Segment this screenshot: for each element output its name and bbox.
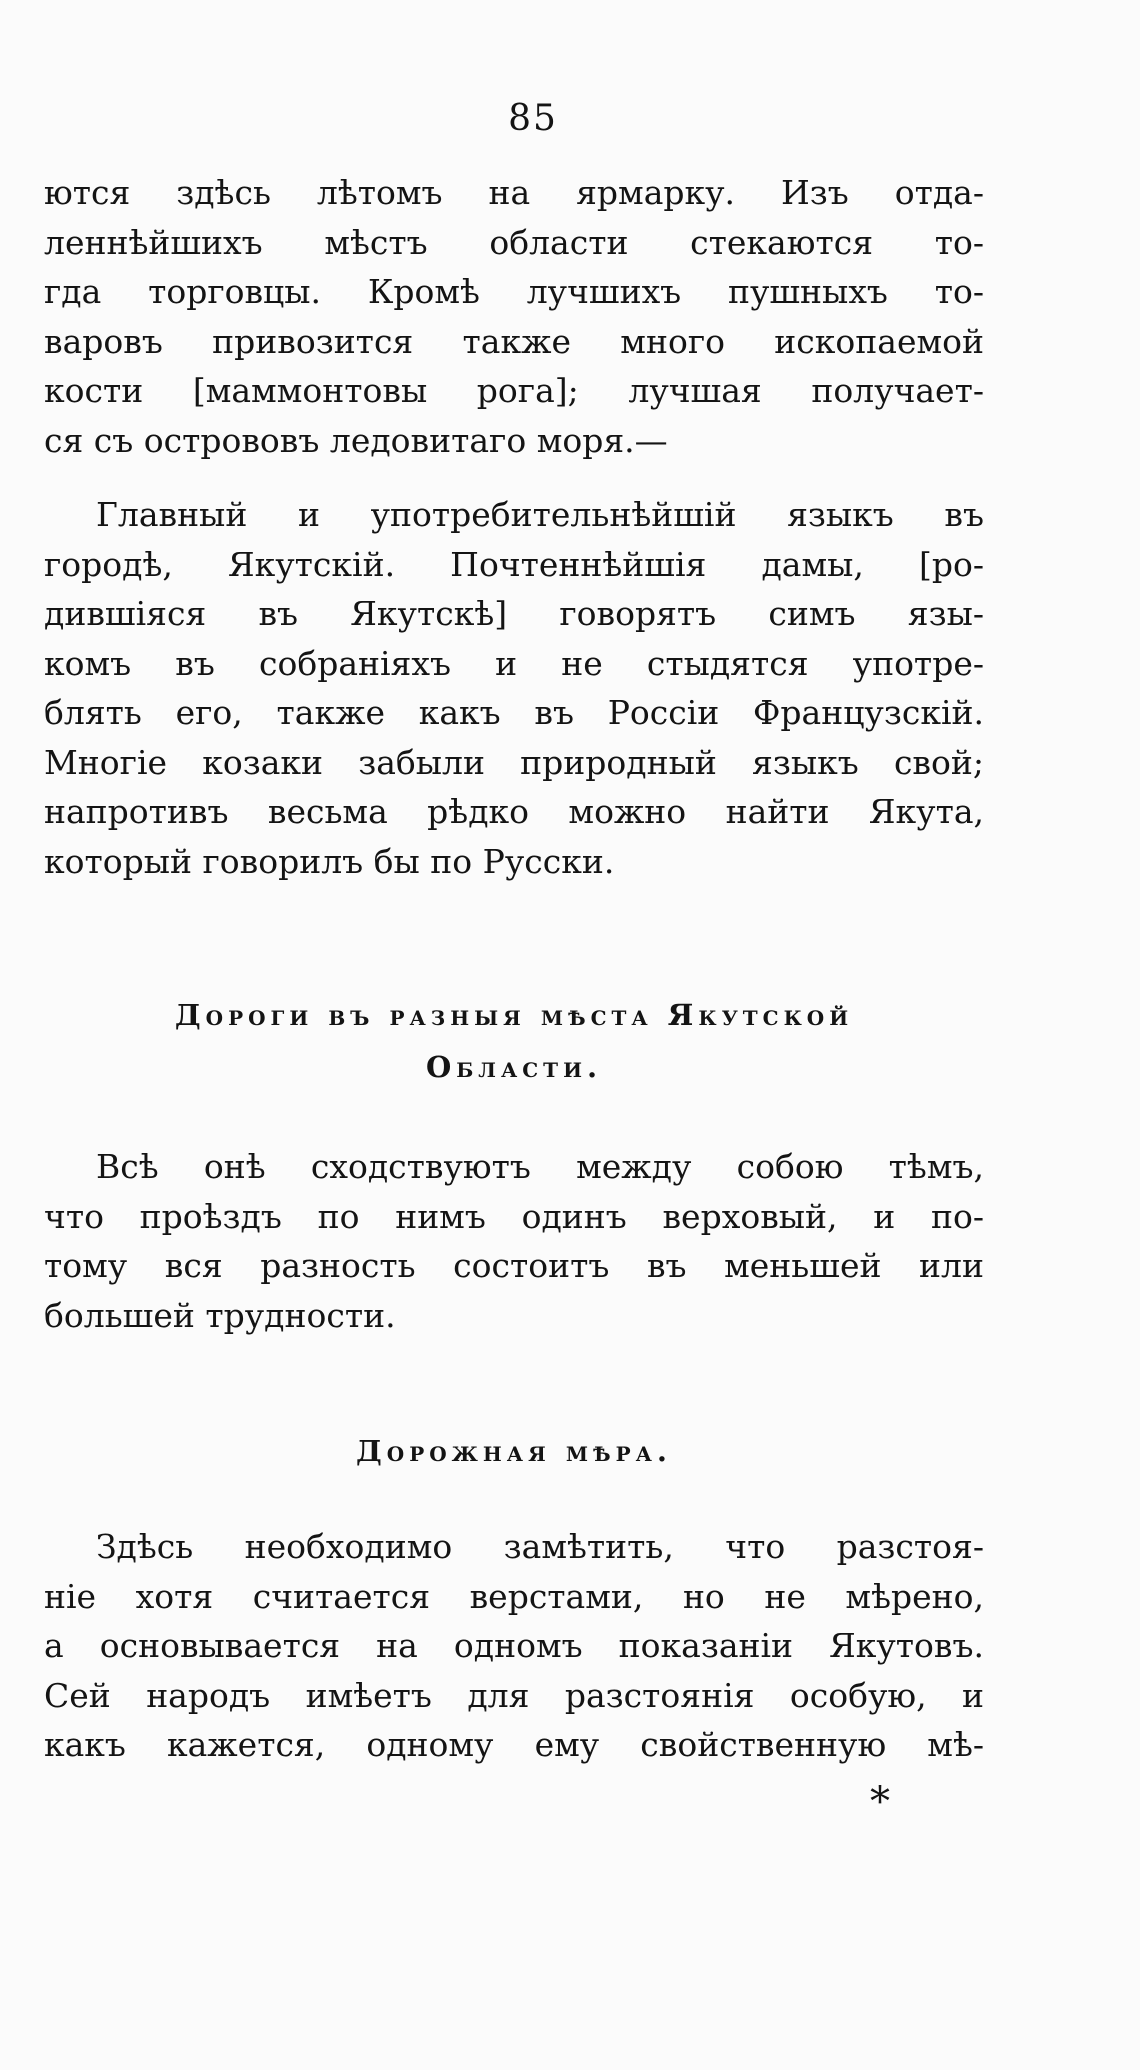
text-line: какъ кажется, одному ему свойственную мѣ-: [44, 1725, 984, 1764]
text-line: леннѣйшихъ мѣстъ области стекаются то-: [44, 222, 984, 262]
text-line: Многіе козаки забыли природный языкъ свой;: [44, 742, 984, 782]
paragraph-language: [44, 490, 984, 886]
text-line: блять его, также какъ въ Россіи Французскій.: [44, 693, 984, 732]
paragraph-continuation: [44, 168, 984, 465]
text-line: напротивъ весьма рѣдко можно найти Якута,: [44, 792, 984, 831]
text-line: городѣ, Якутскій. Почтеннѣйшія дамы, [ро-: [44, 544, 984, 584]
text-line: гда торговцы. Кромѣ лучшихъ пушныхъ то-: [44, 272, 984, 311]
text-line: Главный и употребительнѣйшій языкъ въ: [96, 495, 984, 534]
text-line: комъ въ собраніяхъ и не стыдятся употре-: [44, 643, 984, 683]
section-heading-roads: Дороги въ разныя мѣста Якутской: [174, 998, 854, 1032]
text-line: Сей народъ имѣетъ для разстоянія особую, и: [44, 1675, 984, 1715]
text-line: а основывается на одномъ показаніи Якутовъ.: [44, 1626, 984, 1665]
text-line: кости [маммонтовы рога]; лучшая получает-: [44, 371, 984, 410]
paragraph-roads: [44, 1142, 984, 1340]
text-line: Здѣсь необходимо замѣтить, что разстоя-: [96, 1527, 984, 1566]
text-line: варовъ привозится также много ископаемой: [44, 321, 984, 361]
section-heading-roads-line2: Области.: [425, 1050, 603, 1084]
paragraph-measure: [44, 1522, 984, 1770]
text-line: что проѣздъ по нимъ одинъ верховый, и по-: [44, 1196, 984, 1236]
text-line: который говорилъ бы по Русски.: [44, 841, 615, 881]
text-line: ніе хотя считается верстами, но не мѣрено,: [44, 1576, 984, 1616]
text-line: большей трудности.: [44, 1295, 396, 1335]
text-line: Всѣ онѣ сходствуютъ между собою тѣмъ,: [96, 1147, 984, 1186]
page-number: 85: [508, 98, 558, 139]
text-line: дившіяся въ Якутскѣ] говорятъ симъ язы-: [44, 594, 984, 633]
section-heading-measure: Дорожная мѣра.: [356, 1434, 672, 1468]
text-line: ются здѣсь лѣтомъ на ярмарку. Изъ отда-: [44, 173, 984, 212]
signature-mark: *: [870, 1779, 890, 1825]
text-line: тому вся разность состоитъ въ меньшей или: [44, 1246, 984, 1285]
text-line: ся съ острововъ ледовитаго моря.—: [44, 420, 668, 460]
